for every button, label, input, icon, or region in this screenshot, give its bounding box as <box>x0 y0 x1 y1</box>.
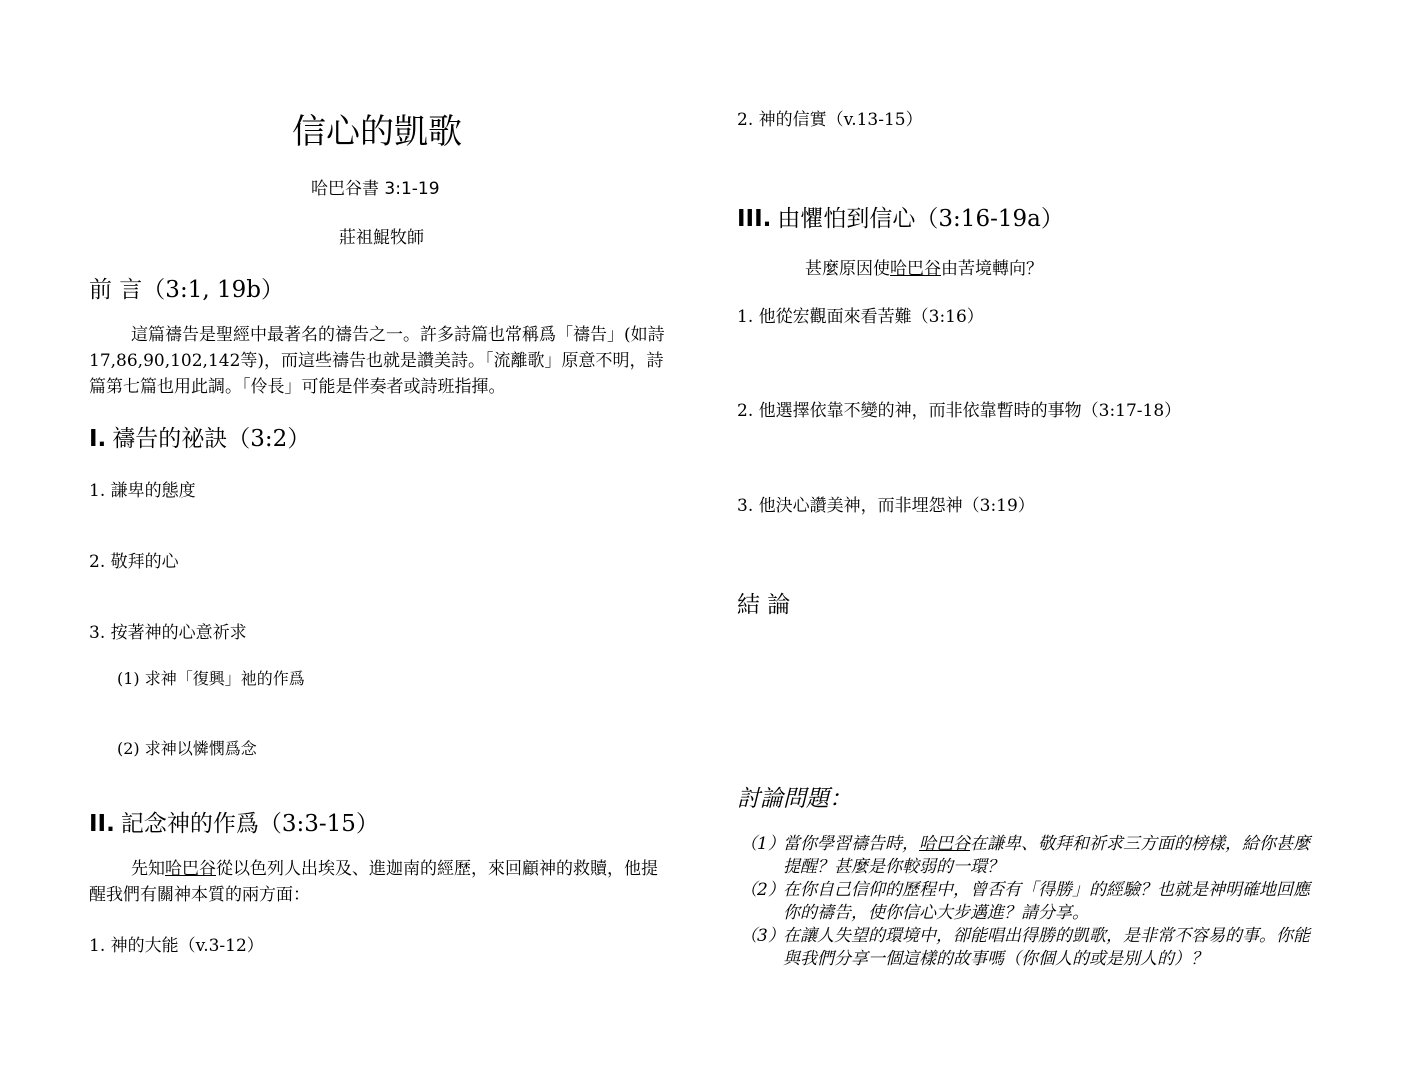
section-3-title: 由懼怕到信心（3:16-19a） <box>777 206 1064 232</box>
section-1-item-3: 3. 按著神的心意祈求 <box>89 623 247 643</box>
question-number: （2） <box>740 880 785 900</box>
person-name-habakkuk: 哈巴谷 <box>165 859 216 879</box>
section-2-paragraph <box>89 856 674 908</box>
section-3-item-2: 2. 他選擇依靠不變的神，而非依靠暫時的事物（3:17-18） <box>737 401 1182 421</box>
question-number: （3） <box>740 926 785 946</box>
section-2-paragraph-rest: 從以色列人出埃及、進迦南的經歷，來回顧神的救贖，他提醒我們有關神本質的兩方面： <box>89 859 658 905</box>
section-3-item-3: 3. 他決心讚美神，而非埋怨神（3:19） <box>737 496 1035 516</box>
section-1-item-2: 2. 敬拜的心 <box>89 552 179 572</box>
scripture-reference: 哈巴谷書 3:1-19 <box>311 179 440 199</box>
section-3-heading <box>737 200 1064 233</box>
section-2-item-2: 2. 神的信實（v.13-15） <box>737 110 923 130</box>
section-1-number: I. <box>89 426 107 452</box>
section-1-subitem-2: (2) 求神以憐憫爲念 <box>117 739 257 758</box>
discussion-question-2 <box>740 879 1320 925</box>
section-2-paragraph-lead: 先知 <box>131 859 165 879</box>
section-1-heading <box>89 420 310 453</box>
section-1-item-1: 1. 謙卑的態度 <box>89 481 196 501</box>
section-3-number: III. <box>737 206 772 232</box>
person-name-habakkuk: 哈巴谷 <box>890 259 941 279</box>
person-name-habakkuk: 哈巴谷 <box>919 834 970 854</box>
discussion-question-3 <box>740 925 1320 971</box>
discussion-question-1 <box>740 833 1320 879</box>
section-2-number: II. <box>89 811 115 837</box>
question-3-text: 在讓人失望的環境中，卻能唱出得勝的凱歌，是非常不容易的事。你能與我們分享一個這樣的故事嗎（你個人的或是別人的）？ <box>783 926 1310 969</box>
discussion-heading: 討論問題： <box>737 786 852 812</box>
section-2-item-1: 1. 神的大能（v.3-12） <box>89 936 264 956</box>
section-2-heading <box>89 805 379 838</box>
section-3-item-1: 1. 他從宏觀面來看苦難（3:16） <box>737 307 984 327</box>
section-3-question-lead: 甚麼原因使 <box>805 259 890 279</box>
page-title: 信心的凱歌 <box>292 112 462 152</box>
section-1-subitem-1: (1) 求神「復興」祂的作爲 <box>117 669 305 688</box>
section-2-title: 記念神的作爲（3:3-15） <box>120 811 379 837</box>
question-number: （1） <box>740 834 785 854</box>
question-1-rest: 在謙卑、敬拜和祈求三方面的榜樣，給你甚麼提醒？甚麼是你較弱的一環？ <box>783 834 1310 877</box>
question-1-lead: 當你學習禱告時， <box>783 834 919 854</box>
section-3-question-rest: 由苦境轉向？ <box>941 259 1043 279</box>
question-2-text: 在你自己信仰的歷程中，曾否有「得勝」的經驗？也就是神明確地回應你的禱告，使你信心大步邁進？請分享。 <box>783 880 1310 923</box>
section-3-question <box>805 254 1043 279</box>
intro-paragraph: 這篇禱告是聖經中最著名的禱告之一。許多詩篇也常稱爲「禱告」(如詩17,86,90,102,142等)，而這些禱告也就是讚美詩。「流離歌」原意不明，詩篇第七篇也用此調。「伶長」可能是伴奏者或詩班指揮。 <box>89 325 665 397</box>
intro-heading: 前 言（3:1, 19b） <box>89 277 284 303</box>
section-1-title: 禱告的祕訣（3:2） <box>112 426 311 452</box>
author: 莊祖鯤牧師 <box>339 228 424 248</box>
conclusion-heading: 結 論 <box>737 592 791 618</box>
